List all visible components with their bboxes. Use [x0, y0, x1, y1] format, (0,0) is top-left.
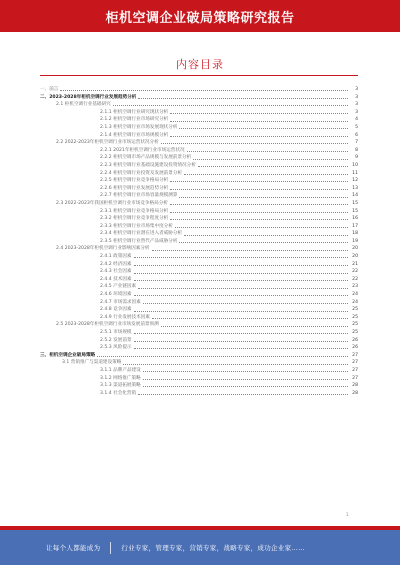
report-title: 柜机空调企业破局策略研究报告 [105, 10, 295, 26]
toc-entry-page: 24 [352, 292, 358, 298]
toc-entry[interactable] [40, 101, 358, 109]
toc-leader-dots [143, 371, 348, 372]
toc-entry-label: 2.2.6 柜机空调行业发展趋势分析 [100, 185, 169, 191]
toc-entry[interactable] [40, 382, 358, 390]
toc-entry[interactable] [40, 192, 358, 200]
toc-entry[interactable] [40, 314, 358, 322]
toc-entry-label: 2.4.8 竞争因素 [100, 307, 132, 313]
toc-entry-label: 2.2 2022-2023年柜机空调行业市场运营状况分析 [56, 140, 159, 146]
toc-entry-label: 2.4 2023-2028年柜机空调行业影响因素分析 [56, 246, 150, 252]
toc-entry-label: 2.3.5 柜机空调行业替代产品威胁分析 [100, 238, 178, 244]
toc-leader-dots [143, 386, 348, 387]
toc-entry-label: 2.4.4 技术因素 [100, 276, 132, 282]
toc-leader-dots [152, 318, 348, 319]
toc-entry-page: 20 [352, 254, 358, 260]
footer-separator [110, 542, 111, 554]
toc-entry[interactable] [40, 359, 358, 367]
toc-leader-dots [187, 151, 348, 152]
toc-leader-dots [193, 159, 348, 160]
toc-entry[interactable] [40, 238, 358, 246]
toc-leader-dots [134, 280, 348, 281]
toc-entry-label: 2.4.2 经济因素 [100, 261, 132, 267]
toc-leader-dots [170, 219, 348, 220]
toc-entry-page: 12 [352, 178, 358, 184]
toc-entry[interactable] [40, 200, 358, 208]
toc-entry-label: 2.5.3 风险提示 [100, 345, 132, 351]
toc-entry[interactable] [40, 132, 358, 140]
toc-leader-dots [138, 98, 348, 99]
toc-entry-page: 18 [352, 231, 358, 237]
toc-entry[interactable] [40, 337, 358, 345]
toc-entry-label: 2.3.3 柜机空调行业市场集中度分析 [100, 223, 173, 229]
toc-entry-label: 2.5.1 市场规模 [100, 330, 132, 335]
toc-entry-label: 2.3.1 柜机空调行业竞争格局分析 [100, 208, 169, 214]
toc-entry-page: 5 [355, 124, 358, 130]
header-underline [0, 32, 400, 35]
toc-leader-dots [138, 394, 348, 395]
toc-leader-dots [198, 166, 348, 167]
toc-entry[interactable] [40, 139, 358, 147]
toc-entry-label: 三、柜机空调企业破局策略 [40, 352, 96, 358]
toc-entry[interactable] [40, 276, 358, 284]
toc-leader-dots [184, 235, 348, 236]
toc-entry-page: 22 [352, 269, 358, 275]
toc-leader-dots [170, 181, 348, 182]
toc-entry-label: 2.5.2 发展前景 [100, 337, 132, 343]
toc-leader-dots [170, 204, 348, 205]
toc-entry-label: 3.1.4 社会化营销 [100, 390, 137, 396]
toc-entry[interactable] [40, 86, 358, 94]
toc-leader-dots [134, 273, 348, 274]
toc-entry-label: 2.1.2 柜机空调行业市场研究分析 [100, 117, 169, 123]
toc-title: 内容目录 [176, 58, 224, 71]
toc-entry[interactable] [40, 344, 358, 352]
toc-entry-page: 25 [352, 330, 358, 335]
toc-entry-page: 8 [355, 147, 358, 153]
toc-entry-page: 22 [352, 276, 358, 282]
toc-entry-label: 一、前言 [40, 87, 59, 92]
toc-entry-label: 2.4.5 产业链因素 [100, 284, 137, 290]
toc-entry[interactable] [40, 109, 358, 117]
toc-entry[interactable] [40, 124, 358, 132]
toc-entry[interactable] [40, 230, 358, 238]
toc-entry[interactable] [40, 261, 358, 269]
toc-entry-page: 16 [352, 216, 358, 222]
toc-entry-label: 2.1.4 柜机空调行业市场规模分析 [100, 132, 169, 138]
toc-entry-label: 2.4.7 市场需求因素 [100, 299, 141, 305]
toc-entry-page: 19 [352, 238, 358, 244]
toc-entry-label: 二、2023-2028年柜机空调行业发展趋势分析 [40, 94, 137, 100]
toc-entry-label: 2.2.4 柜机空调行业投资及发展前景分析 [100, 170, 183, 176]
toc-entry-label: 2.2.1 2021年柜机空调行业市场运营状况 [100, 147, 185, 153]
toc-leader-dots [175, 227, 348, 228]
toc-leader-dots [60, 90, 348, 91]
toc-entry-page: 3 [355, 102, 358, 108]
toc-entry-label: 2.2.3 柜机空调行业基础设施建设投资情况分析 [100, 162, 196, 168]
toc-entry-page: 27 [352, 360, 358, 366]
toc-leader-dots [152, 250, 348, 251]
toc-entry-page: 28 [352, 383, 358, 389]
footer-bar [0, 530, 400, 565]
toc-leader-dots [170, 212, 348, 213]
toc-leader-dots [143, 379, 348, 380]
toc-leader-dots [134, 265, 348, 266]
toc-leader-dots [138, 288, 348, 289]
toc-entry-page: 23 [352, 284, 358, 290]
toc-entry-page: 15 [352, 200, 358, 206]
toc-divider [40, 75, 358, 76]
footer-tagline: 行业专家，管理专家，营销专家，战略专家，成功企业家…… [121, 544, 306, 552]
toc-entry-page: 10 [352, 162, 358, 168]
toc-entry[interactable] [40, 375, 358, 383]
toc-entry[interactable] [40, 245, 358, 253]
toc-entry[interactable] [40, 291, 358, 299]
toc-entry-page: 4 [355, 117, 358, 123]
toc-entry-page: 20 [352, 246, 358, 252]
toc-entry-label: 2.1 柜机空调行业基础研究 [56, 102, 111, 108]
toc-leader-dots [134, 333, 348, 334]
toc-entry[interactable] [40, 116, 358, 124]
toc-entry-page: 11 [352, 170, 358, 176]
toc-leader-dots [179, 128, 348, 129]
toc-entry-label: 2.3 2022-2023年我国柜机空调行业市场竞争格局分析 [56, 200, 168, 206]
toc-entry-page: 26 [352, 337, 358, 343]
toc-entry-page: 27 [352, 367, 358, 373]
toc-entry-label: 3.1.1 品牌产品建设 [100, 367, 141, 373]
toc-entry-page: 9 [355, 155, 358, 161]
toc-leader-dots [170, 121, 348, 122]
toc-entry-page: 3 [355, 94, 358, 100]
toc-entry-label: 2.3.4 柜机空调行业潜在进入者威胁分析 [100, 231, 183, 237]
footer-slogan: 让每个人都能成为 [46, 544, 101, 552]
toc-leader-dots [184, 174, 348, 175]
toc-entry[interactable] [40, 268, 358, 276]
toc-entry-label: 3.1.2 网络推广策略 [100, 375, 141, 381]
toc-entry[interactable] [40, 185, 358, 193]
toc-entry[interactable] [40, 390, 358, 398]
toc-entry[interactable] [40, 94, 358, 102]
toc-entry-label: 2.3.2 柜机空调行业竞争程度分析 [100, 216, 169, 222]
toc-entry[interactable] [40, 147, 358, 155]
toc-entry-page: 25 [352, 307, 358, 313]
toc-entry[interactable] [40, 162, 358, 170]
toc-entry[interactable] [40, 154, 358, 162]
toc-leader-dots [170, 189, 348, 190]
toc-leader-dots [134, 341, 348, 342]
toc-entry-label: 2.4.1 政策因素 [100, 254, 132, 260]
toc-entry-page: 26 [352, 345, 358, 351]
toc-entry-page: 13 [352, 185, 358, 191]
toc-entry-label: 2.4.6 环境因素 [100, 292, 132, 298]
toc-entry-page: 3 [355, 87, 358, 92]
toc-leader-dots [113, 105, 348, 106]
toc-entry-page: 25 [352, 322, 358, 328]
toc-leader-dots [134, 257, 348, 258]
toc-entry-label: 2.4.3 社会因素 [100, 269, 132, 275]
toc-leader-dots [161, 143, 348, 144]
toc-entry-page: 27 [352, 352, 358, 358]
toc-entry[interactable] [40, 208, 358, 216]
toc-leader-dots [179, 242, 348, 243]
toc-entry-page: 15 [352, 208, 358, 214]
toc-entry-label: 2.2.5 柜机空调行业竞争格局分析 [100, 178, 169, 184]
toc-leader-dots [134, 311, 348, 312]
toc-leader-dots [123, 364, 348, 365]
toc-entry[interactable] [40, 170, 358, 178]
toc-leader-dots [97, 356, 348, 357]
toc-entry-page: 14 [352, 193, 358, 199]
toc-leader-dots [170, 113, 348, 114]
toc-entry[interactable] [40, 306, 358, 314]
toc-leader-dots [134, 348, 348, 349]
toc-entry[interactable] [40, 253, 358, 261]
toc-entry-page: 17 [352, 223, 358, 229]
toc-entry[interactable] [40, 283, 358, 291]
page-number: 1 [346, 512, 349, 517]
toc-entry-label: 2.1.1 柜机空调行业研究现状分析 [100, 109, 169, 115]
toc-entry-page: 27 [352, 375, 358, 381]
toc-entry-label: 3.1 营销推广与渠道建设策略 [62, 360, 122, 366]
toc-entry-label: 2.5 2023-2028年柜机空调行业市场发展前景预测 [56, 322, 159, 328]
toc-leader-dots [179, 197, 348, 198]
toc-entry-page: 25 [352, 314, 358, 320]
toc-entry-label: 2.1.3 柜机空调行业市场发展现状分析 [100, 124, 178, 130]
table-of-contents [40, 86, 358, 397]
toc-leader-dots [161, 326, 348, 327]
toc-entry-page: 21 [352, 261, 358, 267]
toc-entry-label: 2.2.2 柜机空调市场产品规模与发展前景分析 [100, 155, 192, 161]
toc-entry-page: 6 [355, 132, 358, 138]
toc-entry[interactable] [40, 299, 358, 307]
header-bar [0, 0, 400, 32]
toc-entry-label: 3.1.3 渠道拓展策略 [100, 383, 141, 389]
toc-entry[interactable] [40, 215, 358, 223]
toc-entry[interactable] [40, 177, 358, 185]
toc-entry[interactable] [40, 223, 358, 231]
toc-entry-label: 2.2.7 柜机空调行业市场容量规模测算 [100, 193, 178, 199]
toc-entry-page: 3 [355, 109, 358, 115]
toc-entry-page: 7 [355, 140, 358, 146]
toc-entry-page: 24 [352, 299, 358, 305]
toc-leader-dots [143, 303, 348, 304]
toc-leader-dots [134, 295, 348, 296]
toc-entry[interactable] [40, 352, 358, 360]
toc-entry[interactable] [40, 367, 358, 375]
toc-entry-label: 2.4.9 行业发展技术因素 [100, 314, 150, 320]
toc-entry[interactable] [40, 321, 358, 329]
toc-leader-dots [170, 136, 348, 137]
toc-entry[interactable] [40, 329, 358, 337]
toc-entry-page: 28 [352, 390, 358, 396]
